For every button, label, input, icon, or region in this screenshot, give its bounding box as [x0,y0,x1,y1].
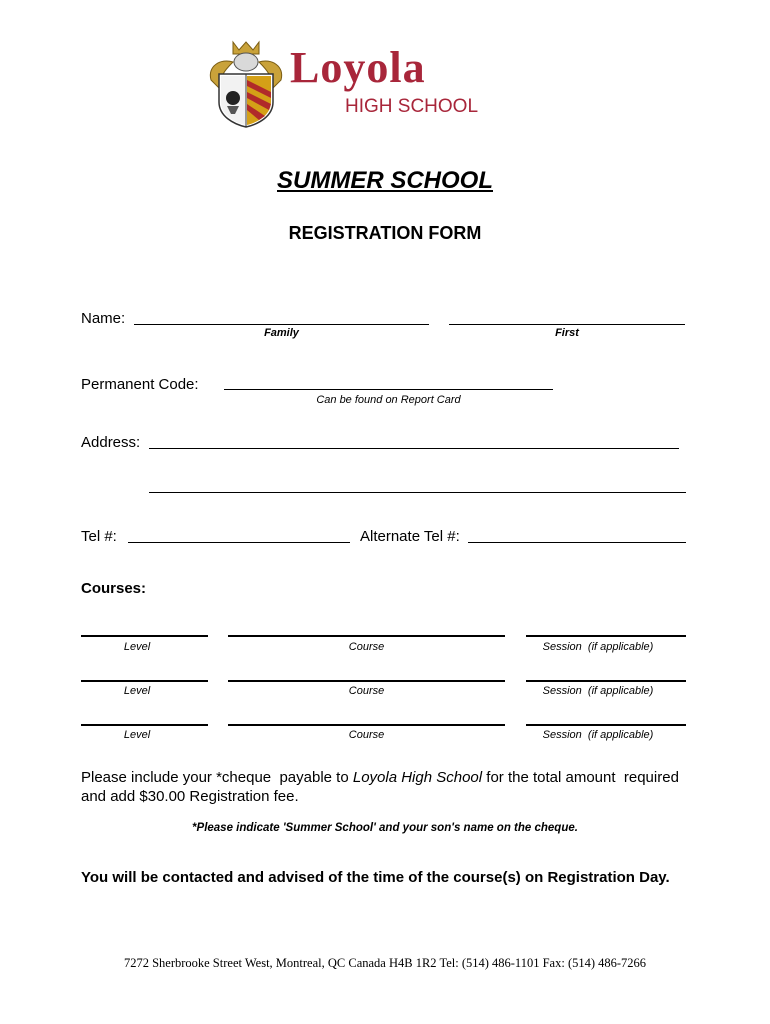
tel-field[interactable] [128,542,350,543]
permanent-code-caption: Can be found on Report Card [316,394,461,406]
courses-heading: Courses: [81,580,147,597]
school-address-footer: 7272 Sherbrooke Street West, Montreal, QC Canada H4B 1R2 Tel: (514) 486-1101 Fax: (514) 486-7266 [123,956,647,970]
payment-text-before: Please include your *cheque payable to [81,769,353,786]
permanent-code-label: Permanent Code: [81,376,199,393]
course-level-field[interactable] [81,724,208,726]
address-label: Address: [81,434,141,451]
family-caption: Family [264,327,299,339]
address-field-line-2[interactable] [149,492,686,493]
session-caption: Session (if applicable) [542,685,654,697]
payment-text-after: for the total amount required and add $30.00 Registration fee. [81,769,684,805]
course-name-field[interactable] [228,680,505,682]
form-title: SUMMER SCHOOL [277,167,493,194]
name-label: Name: [81,310,126,327]
alternate-tel-field[interactable] [468,542,686,543]
session-caption: Session (if applicable) [542,641,654,653]
first-caption: First [555,327,579,339]
family-name-field[interactable] [134,324,429,325]
contact-notice: You will be contacted and advised of the time of the course(s) on Registration Day. [81,869,670,886]
logo-subtitle: HIGH SCHOOL [345,96,479,117]
alternate-tel-label: Alternate Tel #: [360,528,460,545]
course-caption: Course [348,685,385,697]
course-session-field[interactable] [526,635,686,637]
payment-instructions [81,768,701,806]
logo-wordmark: Loyola [290,43,426,92]
course-level-field[interactable] [81,635,208,637]
cheque-note: *Please indicate 'Summer School' and your son's name on the cheque. [192,822,578,834]
session-caption: Session (if applicable) [542,729,654,741]
tel-label: Tel #: [81,528,117,545]
address-field-line-1[interactable] [149,448,679,449]
level-caption: Level [123,685,151,697]
first-name-field[interactable] [449,324,685,325]
course-session-field[interactable] [526,680,686,682]
level-caption: Level [123,729,151,741]
course-caption: Course [348,729,385,741]
course-session-field[interactable] [526,724,686,726]
course-name-field[interactable] [228,635,505,637]
course-caption: Course [348,641,385,653]
school-crest-logo [205,40,287,128]
permanent-code-field[interactable] [224,389,553,390]
form-subtitle: REGISTRATION FORM [288,223,482,243]
course-level-field[interactable] [81,680,208,682]
course-name-field[interactable] [228,724,505,726]
level-caption: Level [123,641,151,653]
payee-name: Loyola High School [352,769,483,786]
